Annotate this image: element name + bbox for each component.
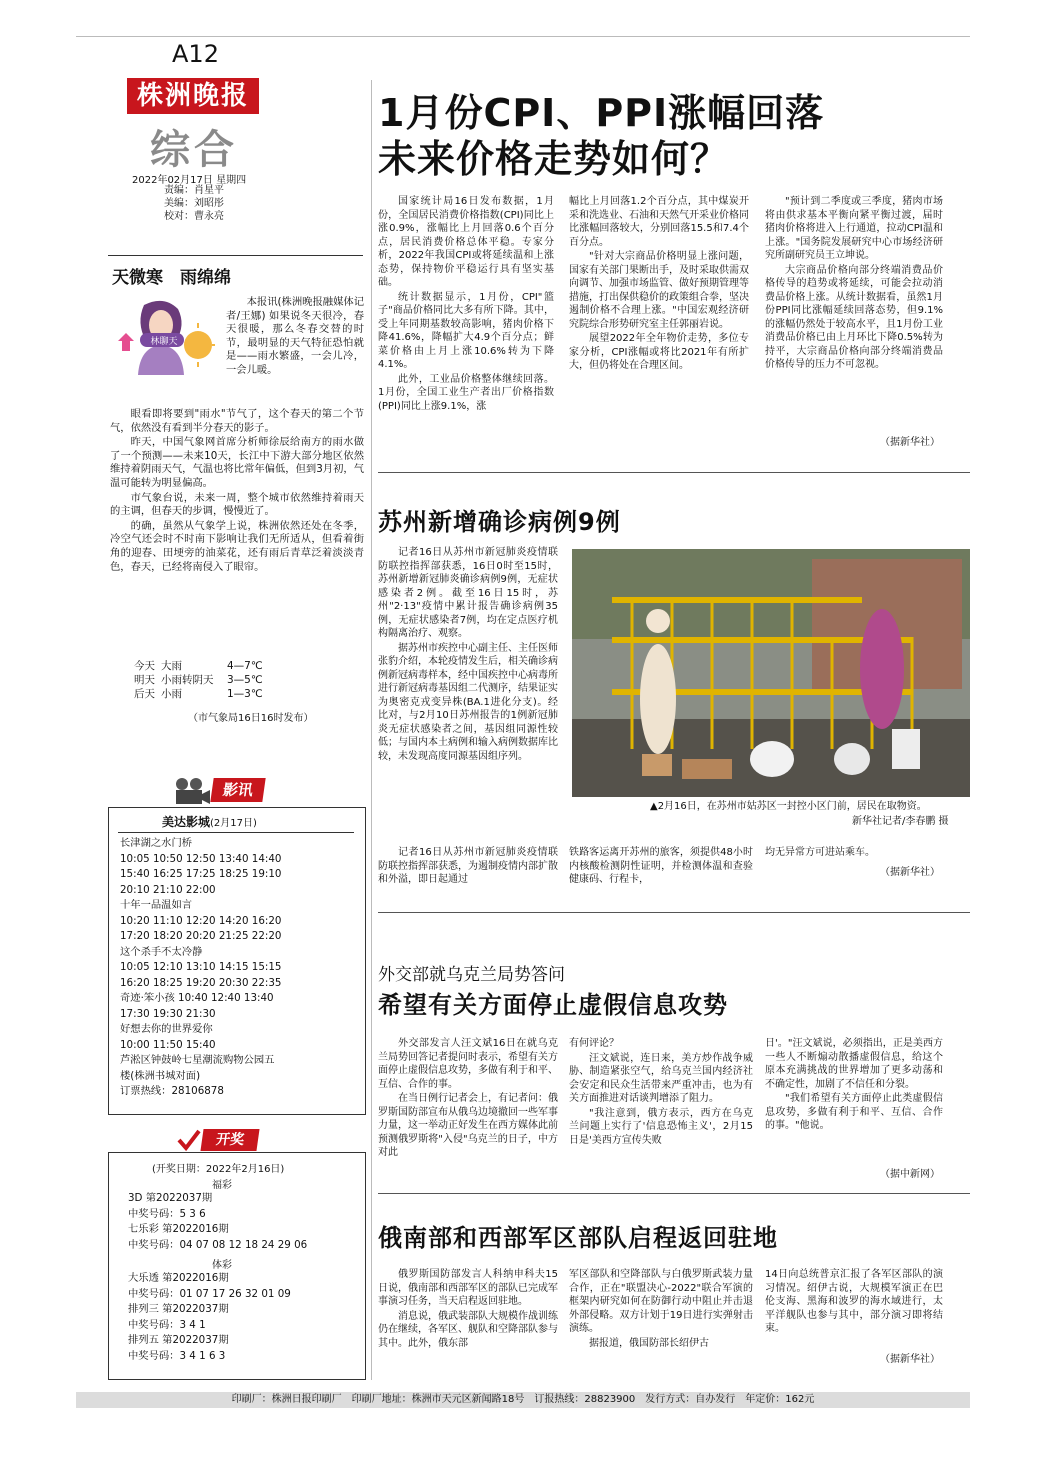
lottery-line: 中奖号码：04 07 08 12 18 24 29 06 xyxy=(128,1238,308,1251)
cpi-headline-line1: 1月份CPI、PPI涨幅回落 xyxy=(378,91,825,135)
cpi-para: 统计数据显示，1月份，CPI"篮子"商品价格同比大多有所下降。其中，受上年同期基数较高影响，猪肉价格下降41.6%，降幅扩大4.9个百分点；鲜菜价格由上月上涨10.6%转为下降4.1%。 xyxy=(378,291,554,370)
forecast-temp: 3—5℃ xyxy=(227,674,263,686)
cpi-para: 大宗商品价格向部分终端消费品价格传导的趋势或将延续，可能会拉动消费品价格上涨。从统计数据看，虽然1月份PPI同比涨幅延续回落态势，但9.1%的涨幅仍然处于较高水平，且1月份工业消费品价格已由上月环比下降0.5%转为持平，大宗商品价格向部分终端消费品价格传导的压力不可忽视。 xyxy=(765,264,943,370)
lottery-tag-label: 开奖 xyxy=(200,1129,259,1151)
forecast-day: 明天 xyxy=(134,674,155,686)
weather-para: 的确，虽然从气象学上说，株洲依然还处在冬季，冷空气还会时不时南下影响让我们无所适从，但看着街角的迎春、田埂旁的油菜花，还有雨后青草泛着淡淡青色，春天，已经将南侵入了眼帘。 xyxy=(110,519,364,573)
cpi-para: "针对大宗商品价格明显上涨问题，国家有关部门果断出手，及时采取供需双向调节、加强市场监管、做好预期管理等措施，打出保供稳价的政策组合拳，坚决遏制价格不合理上涨。"中国宏观经济研究院综合形势研究室主任郭丽岩说。 xyxy=(569,251,749,330)
weather-para: 眼看即将要到"雨水"节气了，这个春天的第二个节气，依然没有看到半分春天的影子。 xyxy=(110,408,364,434)
cpi-para: 幅比上月回落1.2个百分点，其中煤炭开采和洗选业、石油和天然气开采业价格同比涨幅回落较大，分别回落15.5和7.4个百分点。 xyxy=(569,196,749,248)
russia-para: 俄罗斯国防部发言人科纳申科夫15日说，俄南部和西部军区的部队已完成军事演习任务，当天启程返回驻地。 xyxy=(378,1269,558,1307)
ticai-label: 体彩 xyxy=(212,1260,232,1271)
russia-col-1 xyxy=(378,1268,558,1378)
cinema-name: 美达影城 xyxy=(162,815,211,829)
mfa-col-3 xyxy=(765,1037,943,1167)
cpi-col-3 xyxy=(765,195,943,430)
russia-para: 消息说，俄武装部队大规模作战训练仍在继续，各军区、舰队和空降部队参与其中。此外，俄东部 xyxy=(378,1310,558,1349)
column-divider xyxy=(371,80,372,1380)
suzhou-para: 记者16日从苏州市新冠肺炎疫情联防联控指挥部获悉，16日0时至15时，苏州新增新冠肺炎确诊病例9例，无症状感染者2例。截至16日15时，苏州"2·13"疫情中累计报告确诊病例35例，无症状感染者7例，均在定点医疗机构隔离治疗、观察。 xyxy=(378,547,558,639)
lottery-line: 3D 第2022037期 xyxy=(128,1192,213,1204)
schedule-line: 芦淞区钟鼓岭七星潮流购物公园五 xyxy=(120,1054,275,1066)
lottery-line: 中奖号码：5 3 6 xyxy=(128,1207,206,1220)
mfa-headline: 希望有关方面停止虚假信息攻势 xyxy=(378,991,728,1019)
suzhou-source: （据新华社） xyxy=(880,867,940,878)
cpi-para: 展望2022年全年物价走势，多位专家分析，CPI涨幅或将比2021年有所扩大，但仍将处在合理区间。 xyxy=(569,333,749,371)
forecast-temp: 4—7℃ xyxy=(227,660,263,672)
forecast-row xyxy=(134,659,263,673)
suzhou-para: 铁路客运离开苏州的旅客，须提供48小时内核酸检测阴性证明，并检测体温和查验健康码、行程卡， xyxy=(569,847,753,885)
schedule-line: 20:10 21:10 22:00 xyxy=(120,883,216,896)
cinema-tag-label: 影讯 xyxy=(210,778,265,802)
schedule-line: 10:05 10:50 12:50 13:40 14:40 xyxy=(120,852,282,865)
mfa-para: 日'。"汪文斌说，必须指出，正是美西方一些人不断煽动散播虚假信息，给这个原本充满挑战的世界增加了更多动荡和不确定性，加剧了不信任和分裂。 xyxy=(765,1038,943,1090)
cpi-para: "预计到二季度或三季度，猪肉市场将由供求基本平衡向紧平衡过渡，届时猪肉价格将进入上行通道，拉动CPI温和上涨。"国务院发展研究中心市场经济研究所副研究员王立坤说。 xyxy=(765,196,943,261)
cinema-rule xyxy=(118,832,354,833)
section-rule xyxy=(378,1193,970,1194)
forecast-day: 后天 xyxy=(134,688,155,700)
checkmark-icon xyxy=(176,1127,202,1153)
weather-title: 天微寒 雨绵绵 xyxy=(112,268,231,288)
cinema-schedule xyxy=(120,836,281,1100)
photo-illustration xyxy=(572,549,970,797)
russia-para: 军区部队和空降部队与白俄罗斯武装力量合作，正在"联盟决心-2022"联合军演的框架内研究如何在防御行动中阻止并击退外部侵略。双方计划于19日进行实弹射击演练。 xyxy=(569,1269,753,1334)
cpi-para: 国家统计局16日发布数据，1月份，全国居民消费价格指数(CPI)同比上涨0.9%，涨幅比上月回落0.6个百分点，居民消费价格总体平稳。专家分析，2022年我国CPI或将延续温和上涨态势，保持物价平稳运行具有坚实基础。 xyxy=(378,196,554,288)
schedule-line: 16:20 18:25 19:20 20:30 22:35 xyxy=(120,976,282,989)
mfa-para: 在当日例行记者会上，有记者问：俄罗斯国防部宣布从俄乌边境撤回一些军事力量，这一举动正好发生在西方媒体此前预测俄罗斯将"入侵"乌克兰的日子，中方对此 xyxy=(378,1093,558,1158)
schedule-line: 15:40 16:25 17:25 18:25 19:10 xyxy=(120,868,282,880)
schedule-line: 17:30 19:30 21:30 xyxy=(120,1007,216,1020)
weather-para: 本报讯(株洲晚报融媒体记者/王娜) 如果说冬天很冷，春天很暖，那么冬春交替的时节，最明显的天气特征恐怕就是——雨水繁盛，一会儿冷，一会儿暖。 xyxy=(226,296,364,376)
weather-body xyxy=(110,408,364,575)
suzhou-headline: 苏州新增确诊病例9例 xyxy=(378,508,621,536)
cpi-headline xyxy=(378,90,824,182)
footer-bar: 印刷厂：株洲日报印刷厂 印刷厂地址：株洲市天元区新闻路18号 订报热线：28823900 发行方式：自办发行 年定价：162元 xyxy=(76,1392,970,1408)
schedule-line: 10:20 11:10 12:20 14:20 16:20 xyxy=(120,914,282,927)
lottery-line: 排列五 第2022037期 xyxy=(128,1334,229,1346)
cinema-date: (2月17日) xyxy=(210,818,257,829)
mfa-para: 汪文斌说，连日来，美方炒作战争威胁、制造紧张空气，给乌克兰国内经济社会安定和民众生活带来严重冲击，也为有关方面推进对话谈判增添了阻力。 xyxy=(569,1052,753,1104)
editor-list xyxy=(164,184,224,223)
suzhou-para: 据苏州市疾控中心副主任、主任医师张豹介绍，本轮疫情发生后，相关确诊病例新冠病毒样本，经中国疾控中心病毒所进行新冠病毒基因组二代测序，结果证实为奥密克戎变异株(BA.1进化分支)。经比对，与2月10日苏州报告的1例新冠肺炎无症状感染者之间，基因组同源性较低；与国内本土病例和输入病例数据库比较，未发现高度同源基因组序列。 xyxy=(378,642,558,762)
newspaper-logo: 株洲晚报 xyxy=(127,78,259,114)
forecast-row xyxy=(134,673,263,687)
mfa-para: "我们希望有关方面停止此类虚假信息攻势，多做有利于和平、互信、合作的事。"他说。 xyxy=(765,1093,943,1131)
body-icon xyxy=(138,345,184,375)
editor-line: 责编：肖星平 xyxy=(164,185,224,196)
forecast-cond: 大雨 xyxy=(161,660,182,672)
russia-source: （据新华社） xyxy=(880,1354,940,1365)
ticai-results xyxy=(128,1271,291,1364)
cpi-source: （据新华社） xyxy=(880,437,940,448)
forecast-day: 今天 xyxy=(134,660,155,672)
cinema-title xyxy=(162,813,257,830)
lottery-line: 大乐透 第2022016期 xyxy=(128,1272,229,1284)
schedule-line: 10:00 11:50 15:40 xyxy=(120,1038,216,1051)
film-camera-icon xyxy=(172,776,212,806)
russia-para: 据报道，俄国防部长绍伊古 xyxy=(589,1337,709,1349)
lottery-line: 中奖号码：3 4 1 6 3 xyxy=(128,1349,226,1362)
schedule-line: 长津湖之水门桥 xyxy=(120,837,193,849)
russia-col-3 xyxy=(765,1268,943,1348)
schedule-line: 奇迹·笨小孩 10:40 12:40 13:40 xyxy=(120,992,274,1004)
schedule-line: 这个杀手不太冷静 xyxy=(120,945,203,958)
suzhou-col-2 xyxy=(569,846,753,896)
schedule-line: 十年一品温如言 xyxy=(120,899,193,911)
avatar-label: 林聊天 xyxy=(150,337,178,347)
cpi-col-1 xyxy=(378,195,554,455)
mfa-kicker: 外交部就乌克兰局势答问 xyxy=(378,965,565,985)
mfa-para: 有何评论？ xyxy=(569,1038,619,1049)
schedule-line: 楼(株洲书城对面) xyxy=(120,1069,201,1082)
schedule-line: 17:20 18:20 20:20 21:25 22:20 xyxy=(120,930,282,942)
russia-para: 14日向总统普京汇报了各军区部队的演习情况。绍伊古说，大规模军演正在巴伦支海、黑海和波罗的海水域进行，太平洋舰队也参与其中，部分演习即将结束。 xyxy=(765,1269,943,1334)
suzhou-col-1 xyxy=(378,546,558,839)
suzhou-para: 均无异常方可进站乘车。 xyxy=(765,847,875,858)
cinema-tag xyxy=(172,776,272,806)
forecast-issued: （市气象局16日16时发布） xyxy=(188,713,314,724)
suzhou-para: 记者16日从苏州市新冠肺炎疫情联防联控指挥部获悉，为遏制疫情内部扩散和外溢，即日起通过 xyxy=(378,847,558,885)
lottery-tag xyxy=(176,1127,276,1155)
editor-line: 美编：刘昭彤 xyxy=(164,198,224,209)
cpi-headline-line2: 未来价格走势如何？ xyxy=(378,137,730,181)
suzhou-photo xyxy=(572,549,970,797)
weather-para: 市气象台说，未来一周，整个城市依然维持着雨天的主调，但春天的步调，慢慢近了。 xyxy=(110,491,364,518)
russia-headline: 俄南部和西部军区部队启程返回驻地 xyxy=(378,1224,778,1252)
weather-intro xyxy=(226,296,364,379)
page-number: A12 xyxy=(172,40,219,68)
forecast-cond: 小雨转阴天 xyxy=(161,674,214,686)
person-shape xyxy=(640,644,676,754)
forecast-cond: 小雨 xyxy=(161,688,182,700)
sun-icon xyxy=(184,331,212,359)
photo-caption: ▲2月16日，在苏州市姑苏区一封控小区门前，居民在取物资。 xyxy=(650,801,927,812)
mfa-source: （据中新网） xyxy=(880,1169,940,1180)
lottery-line: 排列三 第2022037期 xyxy=(128,1303,229,1315)
editor-line: 校对：曹永亮 xyxy=(164,211,224,222)
fucai-label: 福彩 xyxy=(212,1180,232,1191)
forecast-temp: 1—3℃ xyxy=(227,688,263,700)
mfa-para: 外交部发言人汪文斌16日在就乌克兰局势回答记者提问时表示，希望有关方面停止虚假信息攻势，多做有利于和平、互信、合作的事。 xyxy=(378,1038,558,1090)
russia-col-2 xyxy=(569,1268,753,1378)
weather-top-rule xyxy=(108,255,363,256)
fucai-results xyxy=(128,1191,307,1253)
section-name: 综合 xyxy=(150,126,238,173)
section-rule xyxy=(378,472,970,473)
issue-date: 2022年02月17日 星期四 xyxy=(132,175,247,186)
lottery-line: 七乐彩 第2022016期 xyxy=(128,1223,229,1235)
section-rule xyxy=(378,912,970,913)
schedule-line: 10:05 12:10 13:10 14:15 15:15 xyxy=(120,961,282,973)
cpi-para: 此外，工业品价格整体继续回落。1月份，全国工业生产者出厂价格指数(PPI)同比上涨9.1%，涨 xyxy=(378,373,554,412)
weather-para: 昨天，中国气象网首席分析师徐辰给南方的雨水做了一个预测——未来10天，长江中下游大部分地区依然维持着阴雨天气，气温也将比常年偏低，但到3月初，气温可能转为明显偏高。 xyxy=(110,436,364,489)
forecast-row xyxy=(134,687,263,701)
forecast-table xyxy=(134,659,263,701)
mfa-col-1 xyxy=(378,1037,558,1175)
person-shape xyxy=(860,609,904,729)
cpi-col-2 xyxy=(569,195,749,455)
lottery-line: 中奖号码：3 4 1 xyxy=(128,1318,206,1331)
schedule-line: 好想去你的世界爱你 xyxy=(120,1023,213,1035)
mfa-para: "我注意到，俄方表示，西方在乌克兰问题上实行了'信息恐怖主义'，2月15日是'美西方宣传失败 xyxy=(569,1107,753,1146)
mfa-col-2 xyxy=(569,1037,753,1175)
weather-avatar xyxy=(116,295,216,375)
lottery-date: (开奖日期：2022年2月16日) xyxy=(152,1164,285,1175)
schedule-line: 订票热线：28106878 xyxy=(120,1085,224,1097)
top-rule xyxy=(76,36,970,37)
umbrella-icon xyxy=(118,333,134,351)
photo-credit: 新华社记者/李春鹏 摄 xyxy=(852,816,949,827)
suzhou-col-1b xyxy=(378,846,558,898)
lottery-line: 中奖号码：01 07 17 26 32 01 09 xyxy=(128,1287,291,1300)
